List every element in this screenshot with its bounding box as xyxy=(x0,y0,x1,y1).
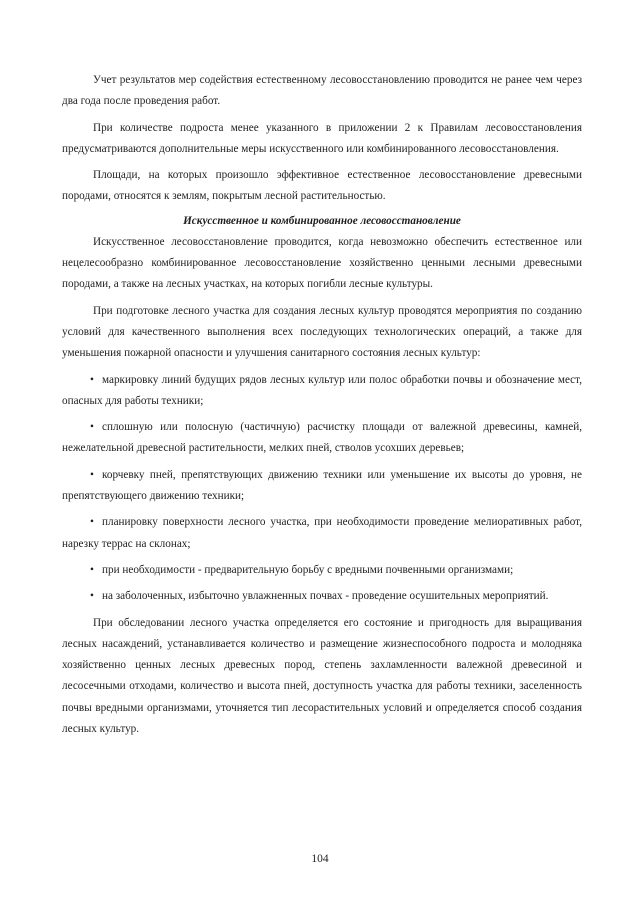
paragraph-additional-measures: При количестве подроста менее указанного в приложении 2 к Правилам лесовосстановления предусматриваются дополнительные меры искусственного или комбинированного лесовосстановления. xyxy=(62,121,582,155)
bullet-item xyxy=(62,512,582,555)
section-heading: Искусственное и комбинированное лесовосстановление xyxy=(183,214,461,227)
bullet-text: на заболоченных, избыточно увлажненных почвах - проведение осушительных мероприятий. xyxy=(102,590,549,603)
bullet-marker: • xyxy=(90,590,94,603)
bullet-text: корчевку пней, препятствующих движению техники или уменьшение их высоты до уровня, не препятствующего движению техники; xyxy=(62,468,582,503)
bullet-marker: • xyxy=(90,516,94,529)
bullet-marker: • xyxy=(90,421,94,434)
paragraph-artificial-reforestation: Искусственное лесовосстановление проводится, когда невозможно обеспечить естественное или нецелесообразно комбинированное лесовосстановление хозяйственно ценными лесными древесными породами, а также на лесных участках, на которых погибли лесные культуры. xyxy=(62,235,582,291)
bullet-item xyxy=(62,586,582,607)
paragraph-site-preparation: При подготовке лесного участка для создания лесных культур проводятся мероприятия по созданию условий для качественного выполнения всех последующих технологических операций, а также для уменьшения пожарной опасности и улучшения санитарного состояния лесных культур: xyxy=(62,304,582,360)
paragraph-site-survey: При обследовании лесного участка определяется его состояние и пригодность для выращивания лесных насаждений, устанавливается количество и размещение жизнеспособного подроста и молодняка хозяйственно ценных лесных древесных пород, степень захламленности валежной древесиной и лесосечными отходами, количество и высота пней, доступность участка для работы техники, заселенность почвы вредными организмами, уточняется тип лесорастительных условий и определяется способ создания лесных культур. xyxy=(62,616,582,736)
bullet-text: сплошную или полосную (частичную) расчистку площади от валежной древесины, камней, нежелательной древесной растительности, мелких пней, стволов усохших деревьев; xyxy=(62,421,582,455)
bullet-text: при необходимости - предварительную борьбу с вредными почвенными организмами; xyxy=(102,563,514,576)
bullet-item xyxy=(62,465,582,508)
bullet-marker: • xyxy=(90,373,94,386)
bullet-item xyxy=(62,560,582,581)
bullet-marker: • xyxy=(90,563,94,576)
paragraph-forest-areas: Площади, на которых произошло эффективное естественное лесовосстановление древесными породами, относятся к землям, покрытым лесной растительностью. xyxy=(62,169,582,203)
bullet-marker: • xyxy=(90,468,94,481)
bullet-item xyxy=(62,417,582,460)
bullet-item xyxy=(62,370,582,413)
bullet-text: планировку поверхности лесного участка, при необходимости проведение мелиоративных работ, нарезку террас на склонах; xyxy=(62,516,582,550)
page-number: 104 xyxy=(311,853,329,865)
document-page xyxy=(62,70,582,740)
paragraph-results-accounting: Учет результатов мер содействия естественному лесовосстановлению проводится не ранее чем через два года после проведения работ. xyxy=(62,74,582,108)
bullet-text: маркировку линий будущих рядов лесных культур или полос обработки почвы и обозначение мест, опасных для работы техники; xyxy=(62,373,582,407)
